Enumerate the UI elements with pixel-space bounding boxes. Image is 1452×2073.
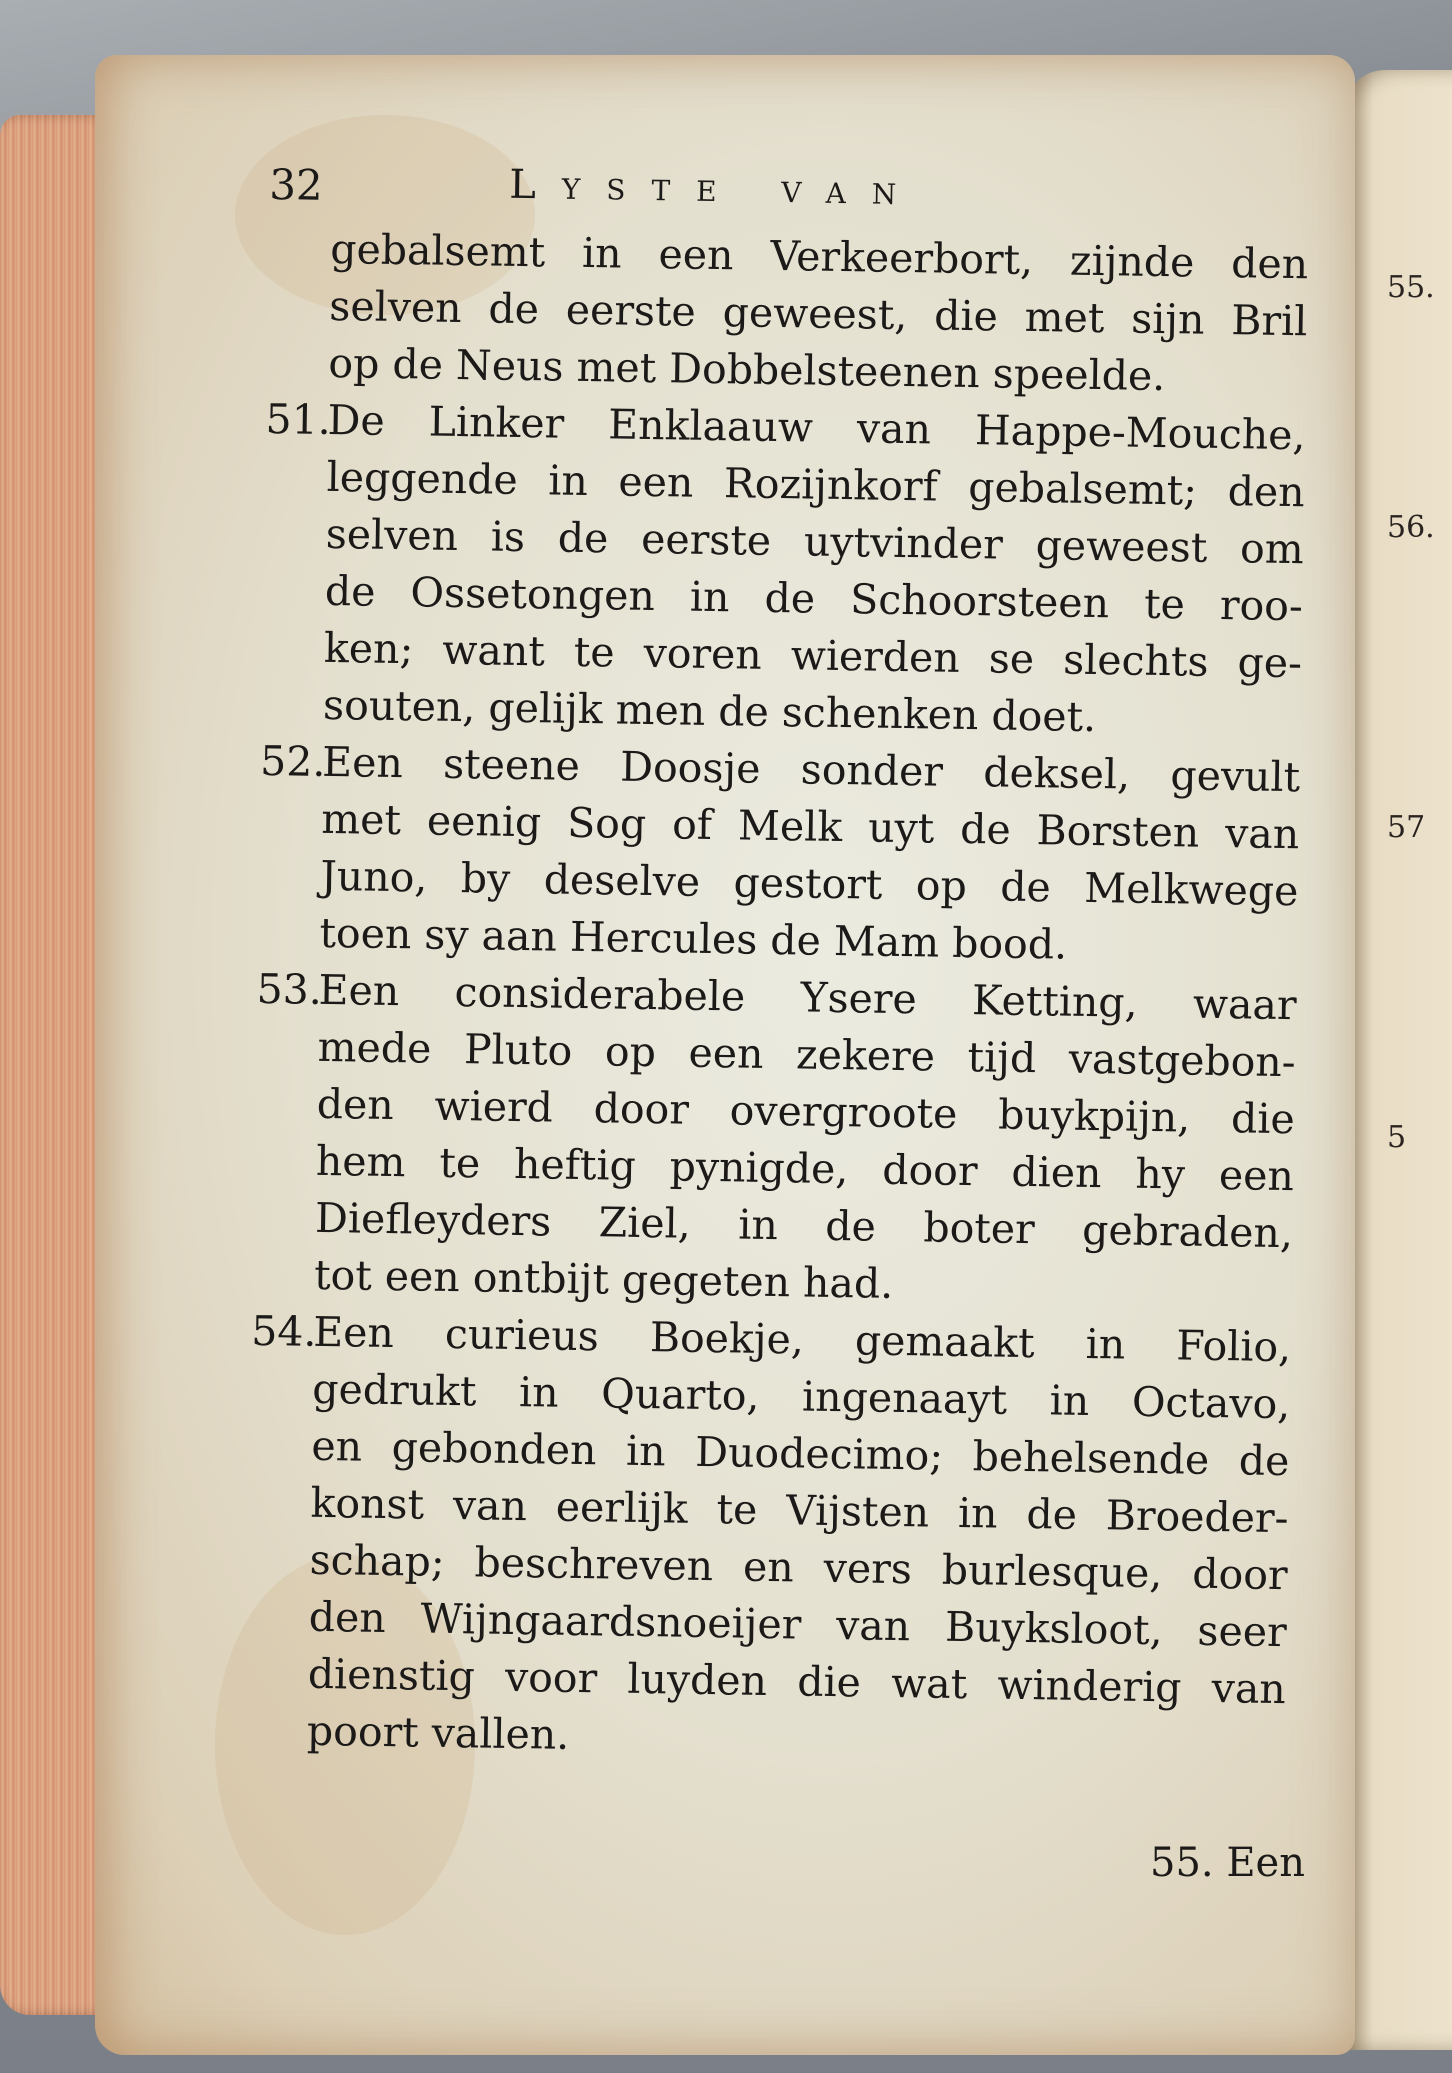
facing-page-fragment: 57 [1387, 810, 1426, 845]
catchword: 55. Een [1150, 1840, 1305, 1886]
entry-53 [252, 961, 1297, 1319]
facing-page [1345, 70, 1452, 2050]
text-line: dienstig voor luyden die wat winderig van [307, 1649, 1287, 1714]
page-number: 32 [268, 159, 324, 210]
text-line: mede Pluto op een zekere tijd vastgebon- [317, 1022, 1297, 1087]
text-line: Juno, by deselve gestort op de Melkwege [320, 851, 1299, 916]
text-line: konst van eerlijk te Vijsten in de Broeder- [310, 1478, 1289, 1543]
entry-52 [257, 733, 1300, 977]
text-line: selven is de eerste uytvinder geweest om [325, 509, 1305, 574]
text-line: schap; beschreven en vers burlesque, door [309, 1535, 1288, 1600]
text-line: gebalsemt in een Verkeerbort, zijnde den [329, 224, 1309, 289]
entry-54 [245, 1303, 1292, 1775]
text-line: hem te heftig pynigde, door dien hy een [315, 1136, 1295, 1201]
continuation-text [266, 220, 1309, 407]
text-line: ken; want te voren wierden se slechts ge- [323, 623, 1303, 688]
text-line: souten, gelijk men de schenken doet. [322, 680, 1097, 742]
text-line: poort vallen. [306, 1706, 570, 1759]
text-line: Een steene Doosje sonder deksel, gevult [321, 737, 1301, 802]
text-line: selven de eerste geweest, die met sijn Bril [329, 281, 1308, 346]
text-line: De Linker Enklaauw van Happe-Mouche, [327, 395, 1306, 460]
entry-51 [261, 391, 1306, 749]
facing-page-fragment: 55. [1387, 270, 1435, 305]
facing-page-fragment: 5 [1387, 1120, 1407, 1155]
running-title: Lyste van [508, 161, 923, 215]
entry-number: 52. [259, 736, 326, 786]
text-line: met eenig Sog of Melk uyt de Borsten van [320, 794, 1300, 859]
text-line: op de Neus met Dobbelsteenen speelde. [328, 338, 1166, 401]
facing-page-fragment: 56. [1387, 510, 1435, 545]
text-line: de Ossetongen in de Schoorsteen te roo- [324, 566, 1304, 631]
text-line: en gebonden in Duodecimo; behelsende de [311, 1421, 1290, 1486]
text-line: Een curieus Boekje, gemaakt in Folio, [312, 1307, 1292, 1372]
text-line: den Wijngaardsnoeijer van Buyksloot, seer [308, 1592, 1288, 1657]
text-line: leggende in een Rozijnkorf gebalsemt; den [326, 452, 1305, 517]
text-line: toen sy aan Hercules de Mam bood. [319, 908, 1068, 969]
page-text [245, 140, 1310, 1775]
text-line: gedrukt in Quarto, ingenaayt in Octavo, [312, 1364, 1291, 1429]
entry-number: 54. [250, 1306, 317, 1356]
text-line: Een considerabele Ysere Ketting, waar [318, 965, 1297, 1030]
text-line: Diefleyders Ziel, in de boter gebraden, [314, 1193, 1294, 1258]
text-line: tot een ontbijt gegeten had. [313, 1250, 894, 1308]
entry-number: 51. [265, 394, 332, 444]
text-line: den wierd door overgroote buykpijn, die [316, 1079, 1296, 1144]
entry-number: 53. [256, 964, 323, 1014]
